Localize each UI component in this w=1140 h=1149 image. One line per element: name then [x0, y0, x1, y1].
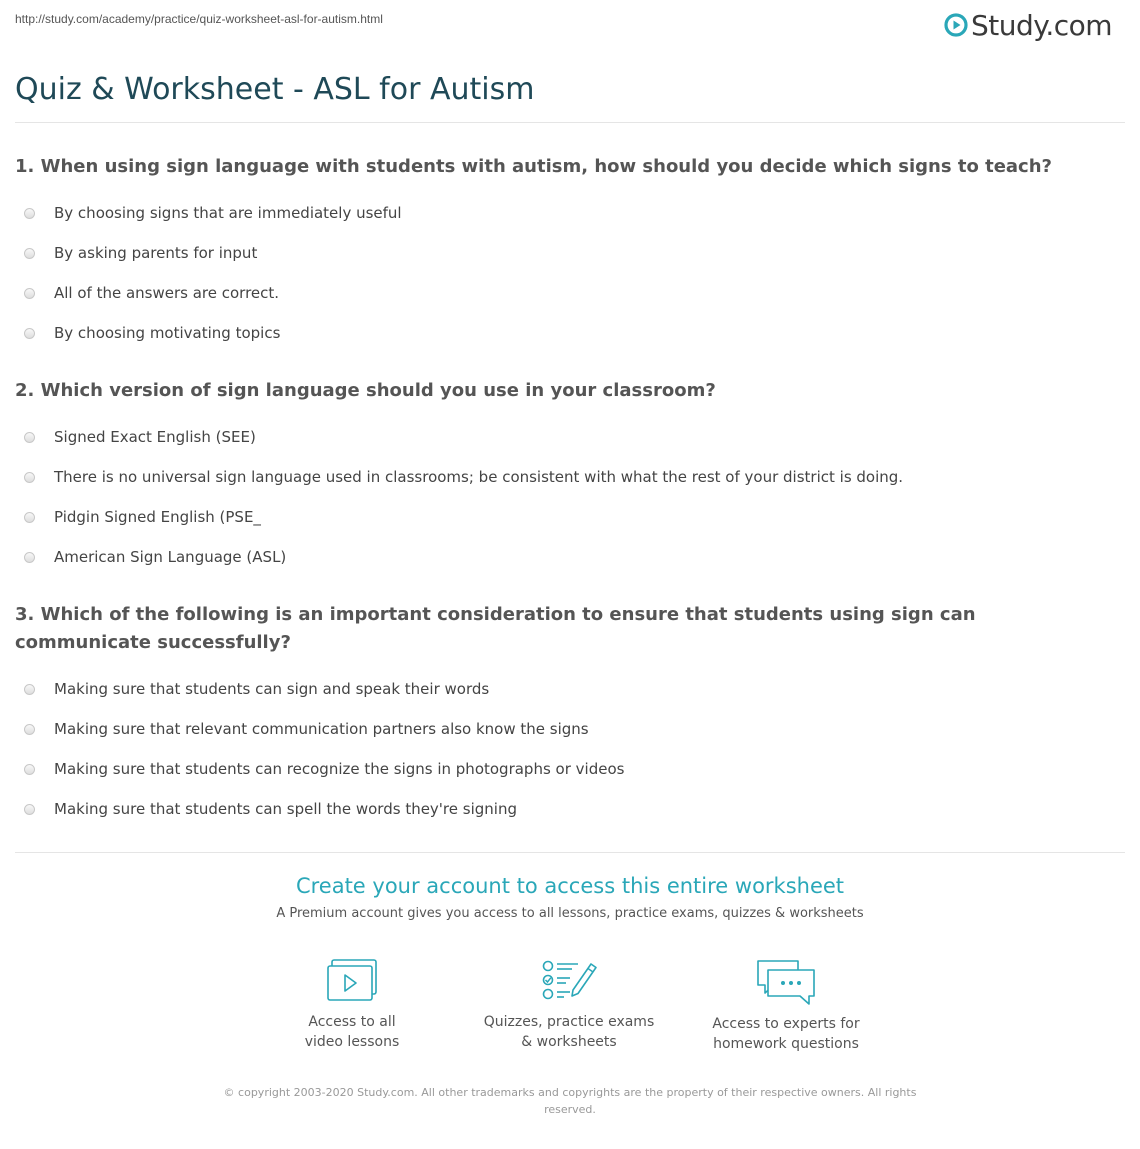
answer-list: [15, 417, 1105, 577]
answer-label: Making sure that students can sign and speak their words: [54, 680, 490, 698]
page-title: Quiz & Worksheet - ASL for Autism: [15, 72, 535, 107]
radio-button[interactable]: [24, 724, 35, 735]
question-2: [15, 377, 1105, 577]
radio-button[interactable]: [24, 764, 35, 775]
radio-button[interactable]: [24, 432, 35, 443]
radio-button[interactable]: [24, 208, 35, 219]
cta-divider: [15, 852, 1125, 853]
answer-option[interactable]: [15, 273, 1105, 313]
answer-label: By choosing motivating topics: [54, 324, 281, 342]
radio-button[interactable]: [24, 288, 35, 299]
answer-label: Making sure that relevant communication partners also know the signs: [54, 720, 589, 738]
video-lesson-icon: [326, 958, 378, 1004]
answer-label: By choosing signs that are immediately useful: [54, 204, 402, 222]
question-text: 2. Which version of sign language should you use in your classroom?: [15, 380, 716, 401]
quiz-checklist-icon: [540, 958, 598, 1004]
answer-option[interactable]: [15, 537, 1105, 577]
answer-option[interactable]: [15, 749, 1105, 789]
create-account-link[interactable]: Create your account to access this entire worksheet: [295, 874, 845, 898]
feature-label: Quizzes, practice exams & worksheets: [483, 1014, 655, 1050]
answer-option[interactable]: [15, 789, 1105, 829]
feature-video-lessons: [252, 958, 452, 1052]
feature-label: Access to all video lessons: [304, 1014, 400, 1050]
radio-button[interactable]: [24, 804, 35, 815]
question-text: 1. When using sign language with students with autism, how should you decide which signs to teach?: [15, 156, 1052, 177]
radio-button[interactable]: [24, 512, 35, 523]
chat-bubbles-icon: [754, 958, 818, 1006]
feature-quizzes: [469, 958, 669, 1052]
feature-label: Access to experts for homework questions: [712, 1016, 860, 1052]
answer-label: Making sure that students can recognize the signs in photographs or videos: [54, 760, 625, 778]
question-3: [15, 601, 1105, 829]
study-logo[interactable]: [944, 8, 1112, 42]
answer-option[interactable]: [15, 669, 1105, 709]
answer-list: [15, 669, 1105, 829]
radio-button[interactable]: [24, 552, 35, 563]
answer-option[interactable]: [15, 417, 1105, 457]
play-circle-icon: [944, 13, 968, 37]
answer-option[interactable]: [15, 193, 1105, 233]
page-url: http://study.com/academy/practice/quiz-worksheet-asl-for-autism.html: [15, 12, 383, 26]
radio-button[interactable]: [24, 684, 35, 695]
question-text: 3. Which of the following is an important consideration to ensure that students using sign can communicate successfully?: [15, 604, 976, 653]
logo-text: Study.com: [971, 8, 1113, 42]
title-divider: [15, 122, 1125, 123]
answer-option[interactable]: [15, 457, 1105, 497]
copyright-notice: © copyright 2003-2020 Study.com. All other trademarks and copyrights are the property of their respective owners. All rights reserved.: [223, 1086, 917, 1116]
answer-label: Making sure that students can spell the words they're signing: [54, 800, 517, 818]
answer-option[interactable]: [15, 313, 1105, 353]
question-1: [15, 153, 1105, 353]
answer-option[interactable]: [15, 497, 1105, 537]
radio-button[interactable]: [24, 248, 35, 259]
answer-label: By asking parents for input: [54, 244, 258, 262]
feature-experts: [686, 958, 886, 1054]
cta-subtitle: A Premium account gives you access to all lessons, practice exams, quizzes & worksheets: [276, 906, 864, 921]
answer-label: There is no universal sign language used in classrooms; be consistent with what the rest of your district is doing.: [54, 468, 904, 486]
answer-label: All of the answers are correct.: [54, 284, 280, 302]
answer-label: American Sign Language (ASL): [54, 548, 287, 566]
radio-button[interactable]: [24, 328, 35, 339]
answer-option[interactable]: [15, 233, 1105, 273]
radio-button[interactable]: [24, 472, 35, 483]
answer-list: [15, 193, 1105, 353]
answer-option[interactable]: [15, 709, 1105, 749]
answer-label: Pidgin Signed English (PSE_: [54, 508, 261, 526]
answer-label: Signed Exact English (SEE): [54, 428, 256, 446]
